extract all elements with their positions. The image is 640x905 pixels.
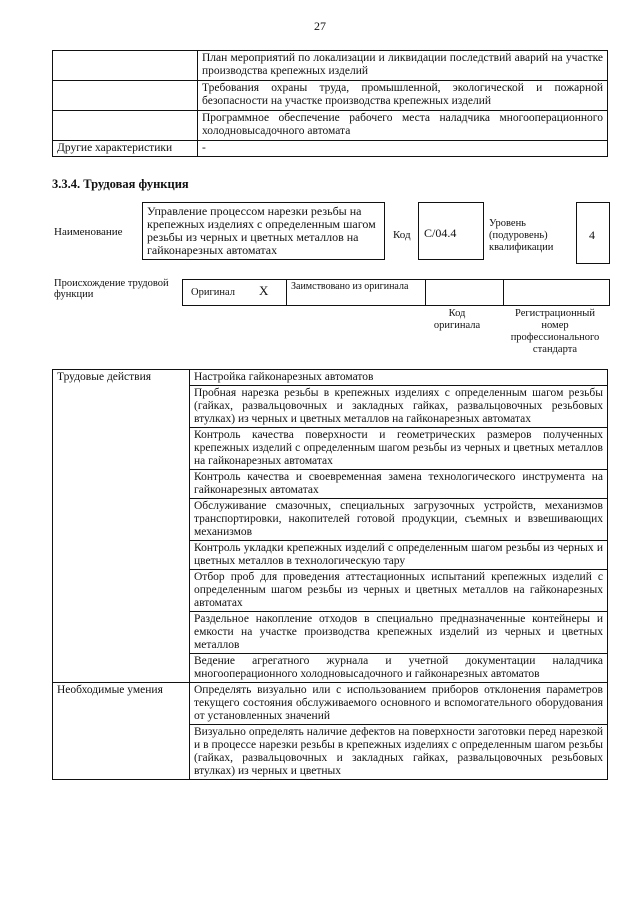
action-item: Ведение агрегатного журнала и учетной документации наладчика многооперационного холодновысадочного и гайконарезных автоматов	[190, 654, 608, 683]
table-row	[53, 141, 608, 157]
origin-label: Происхождение трудовой функции	[54, 278, 169, 300]
function-name-box: Управление процессом нарезки резьбы на крепежных изделиях с определенным шагом резьбы из черных и цветных металлов на гайконарезных автоматах	[142, 202, 385, 260]
row-label	[53, 111, 198, 141]
divider	[286, 280, 287, 305]
table-row	[53, 51, 608, 81]
actions-label: Трудовые действия	[53, 370, 190, 683]
table-row	[53, 683, 608, 725]
skill-item: Определять визуально или с использованием приборов отклонения параметров текущего состояния обслуживаемого основного и вспомогательного оборудования от установленных значений	[190, 683, 608, 725]
row-label	[53, 81, 198, 111]
action-item: Контроль качества поверхности и геометрических размеров полученных крепежных изделий с определенным шагом резьбы из черных и цветных металлов на гайконарезных автоматах	[190, 428, 608, 470]
action-item: Контроль качества и своевременная замена технологического инструмента на гайконарезных автоматах	[190, 470, 608, 499]
divider	[425, 280, 426, 305]
code-label: Код	[393, 229, 411, 241]
level-value: 4	[576, 202, 610, 264]
original-mark: X	[259, 283, 269, 298]
action-item: Отбор проб для проведения аттестационных испытаний крепежных изделий с определенным шагом резьбы из черных и цветных металлов на гайконарезных автоматах	[190, 570, 608, 612]
reg-number-label: Регистрационный номер профессионального стандарта	[510, 308, 600, 355]
action-item: Настройка гайконарезных автоматов	[190, 370, 608, 386]
original-label: Оригинал	[191, 287, 235, 298]
skills-label: Необходимые умения	[53, 683, 190, 780]
row-label	[53, 51, 198, 81]
row-text: План мероприятий по локализации и ликвидации последствий аварий на участке производства крепежных изделий	[198, 51, 608, 81]
action-item: Пробная нарезка резьбы в крепежных изделиях с определенным шагом резьбы (гайках, развальцовочных и закладных гайках, развальцовочных резьбовых втулках) из черных и цветных металлов на гайконарезных автоматах	[190, 386, 608, 428]
table-row	[53, 370, 608, 386]
code-original-label: Код оригинала	[433, 308, 481, 331]
table-row	[53, 111, 608, 141]
other-characteristics-value: -	[198, 141, 608, 157]
action-item: Контроль укладки крепежных изделий с определенным шагом резьбы из черных и цветных металлов в технологическую тару	[190, 541, 608, 570]
action-item: Обслуживание смазочных, специальных загрузочных устройств, механизмов транспортировки, накопителей готовой продукции, съемных и взвешивающих механизмов	[190, 499, 608, 541]
level-label: Уровень (подуровень) квалификации	[489, 218, 554, 253]
row-text: Программное обеспечение рабочего места наладчика многооперационного холодновысадочного автомата	[198, 111, 608, 141]
row-text: Требования охраны труда, промышленной, экологической и пожарной безопасности на участке производства крепежных изделий	[198, 81, 608, 111]
other-characteristics-label: Другие характеристики	[53, 141, 198, 157]
code-value: C/04.4	[418, 202, 484, 260]
page-number: 27	[314, 19, 326, 33]
section-title: 3.3.4. Трудовая функция	[52, 177, 189, 191]
action-item: Раздельное накопление отходов в специально предназначенные контейнеры и емкости на участке производства крепежных изделий из черных и цветных металлов	[190, 612, 608, 654]
labor-function-table	[52, 369, 608, 780]
characteristics-table	[52, 50, 608, 157]
borrowed-label: Заимствовано из оригинала	[291, 281, 409, 292]
table-row	[53, 81, 608, 111]
skill-item: Визуально определять наличие дефектов на поверхности заготовки перед нарезкой и в процессе нарезки резьбы в крепежных изделиях с определенным шагом резьбы (гайках, развальцовочных и закладных гайках, развальцовочных резьбовых втулках) из черных и цветных	[190, 725, 608, 780]
divider	[503, 280, 504, 305]
name-label: Наименование	[54, 226, 123, 238]
origin-box	[182, 279, 610, 306]
